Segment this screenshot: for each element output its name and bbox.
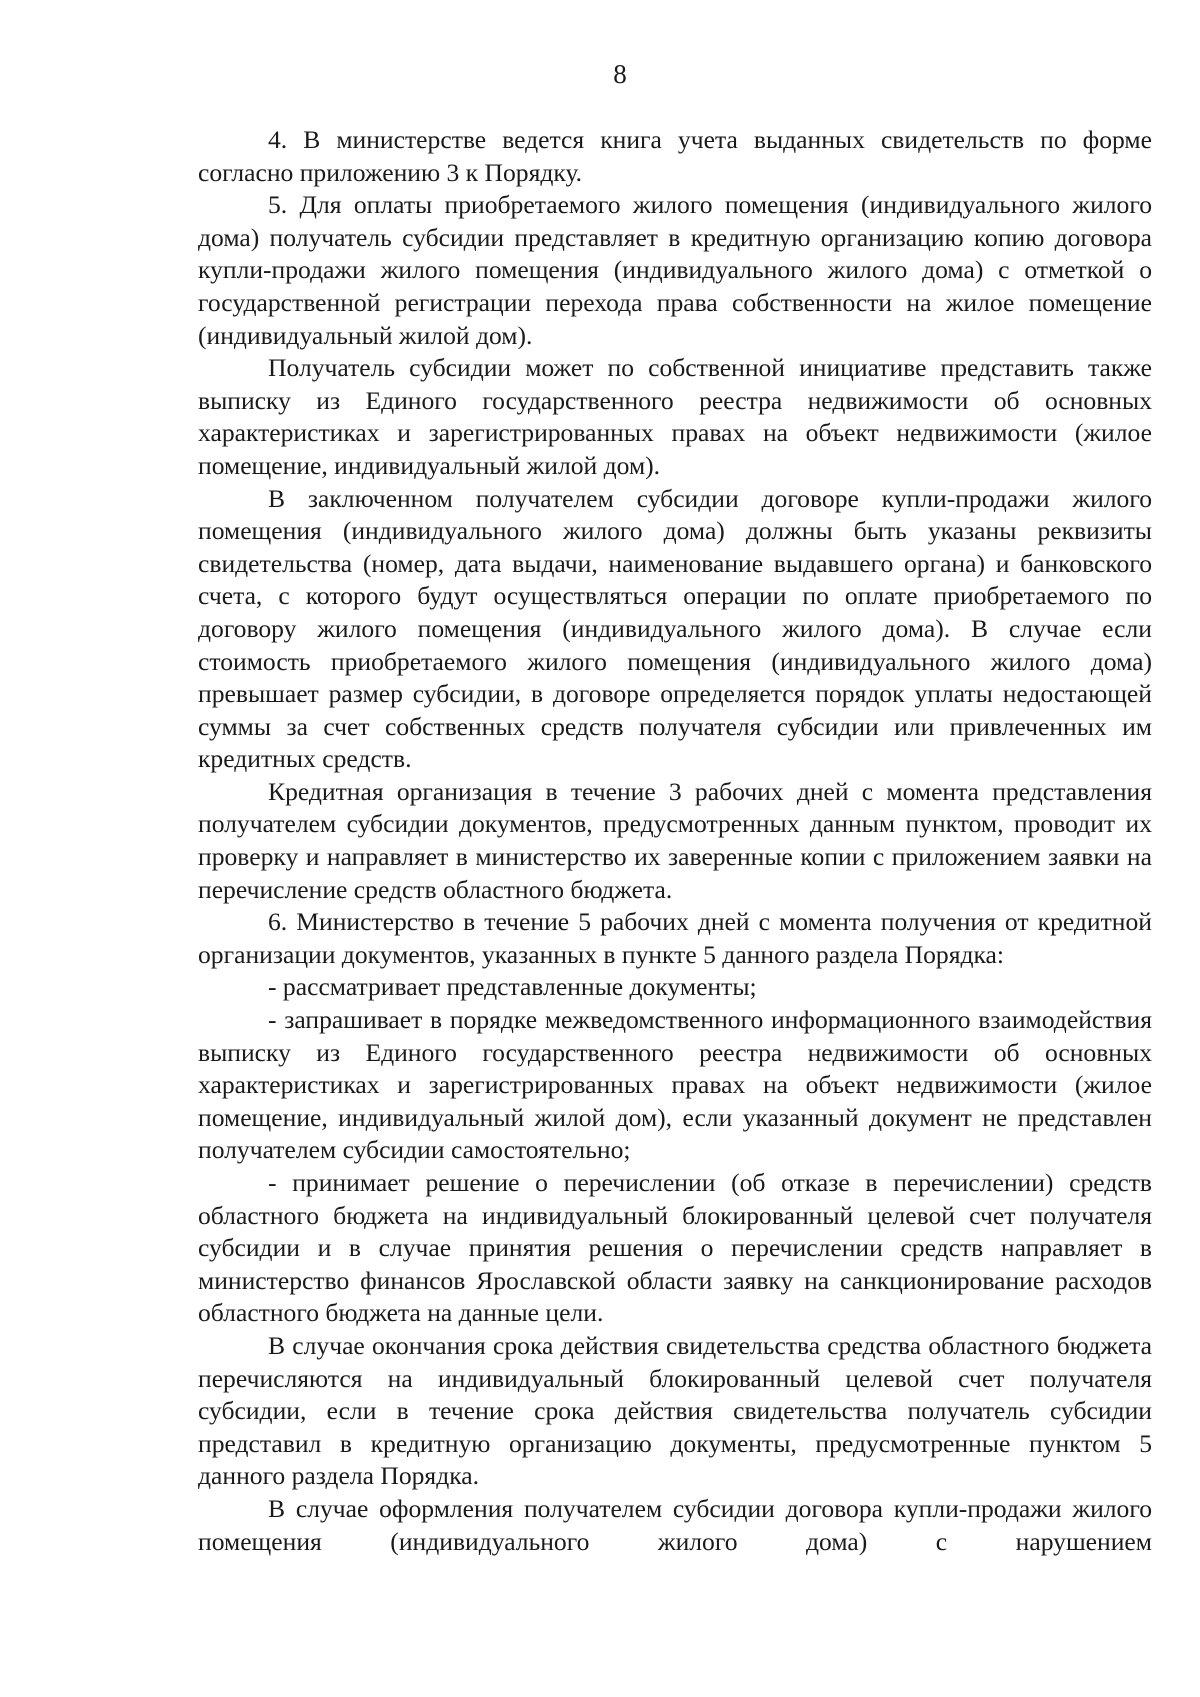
paragraph-credit-organization: Кредитная организация в течение 3 рабочих дней с момента представления получателем субсидии документов, предусмотренных данным пунктом, проводит их проверку и направляет в министерство их заверенные копии с приложением заявки на перечисление средств областного бюджета.	[198, 776, 1152, 904]
document-body	[198, 124, 1152, 1558]
list-item-requests-extract: - запрашивает в порядке межведомственного информационного взаимодействия выписку из Единого государственного реестра недвижимости об основных характеристиках и зарегистрированных правах на объект недвижимости (жилое помещение, индивидуальный жилой дом), если указанный документ не представлен получателем субсидии самостоятельно;	[198, 1005, 1152, 1165]
paragraph-contract-requisites: В заключенном получателем субсидии договоре купли-продажи жилого помещения (индивидуального жилого дома) должны быть указаны реквизиты свидетельства (номер, дата выдачи, наименование выдавшего органа) и банковского счета, с которого будут осуществляться операции по оплате приобретаемого по договору жилого помещения (индивидуального жилого дома). В случае если стоимость приобретаемого жилого помещения (индивидуального жилого дома) превышает размер субсидии, в договоре определяется порядок уплаты недостающей суммы за счет собственных средств получателя субсидии или привлеченных им кредитных средств.	[198, 483, 1152, 774]
page-number: 8	[613, 59, 627, 89]
list-item-makes-decision: - принимает решение о перечислении (об отказе в перечислении) средств областного бюджета на индивидуальный блокированный целевой счет получателя субсидии и в случае принятия решения о перечислении средств направляет в министерство финансов Ярославской области заявку на санкционирование расходов областного бюджета на данные цели.	[198, 1168, 1152, 1328]
paragraph-item-5: 5. Для оплаты приобретаемого жилого помещения (индивидуального жилого дома) получатель субсидии представляет в кредитную организацию копию договора купли-продажи жилого помещения (индивидуального жилого дома) с отметкой о государственной регистрации перехода права собственности на жилое помещение (индивидуальный жилой дом).	[198, 190, 1152, 350]
paragraph-item-4: 4. В министерстве ведется книга учета выданных свидетельств по форме согласно приложению 3 к Порядку.	[198, 125, 1152, 187]
paragraph-certificate-expiry: В случае окончания срока действия свидетельства средства областного бюджета перечисляются на индивидуальный блокированный целевой счет получателя субсидии, если в течение срока действия свидетельства получатель субсидии представил в кредитную организацию документы, предусмотренные пунктом 5 данного раздела Порядка.	[198, 1330, 1152, 1491]
paragraph-contract-violation: В случае оформления получателем субсидии договора купли-продажи жилого помещения (индивидуального жилого дома) с нарушением	[198, 1493, 1152, 1556]
paragraph-item-6: 6. Министерство в течение 5 рабочих дней с момента получения от кредитной организации документов, указанных в пункте 5 данного раздела Порядка:	[198, 907, 1152, 969]
paragraph-extract-option: Получатель субсидии может по собственной инициативе представить также выписку из Единого государственного реестра недвижимости об основных характеристиках и зарегистрированных правах на объект недвижимости (жилое помещение, индивидуальный жилой дом).	[198, 353, 1152, 480]
list-item-reviews-documents: - рассматривает представленные документы;	[268, 972, 757, 1002]
